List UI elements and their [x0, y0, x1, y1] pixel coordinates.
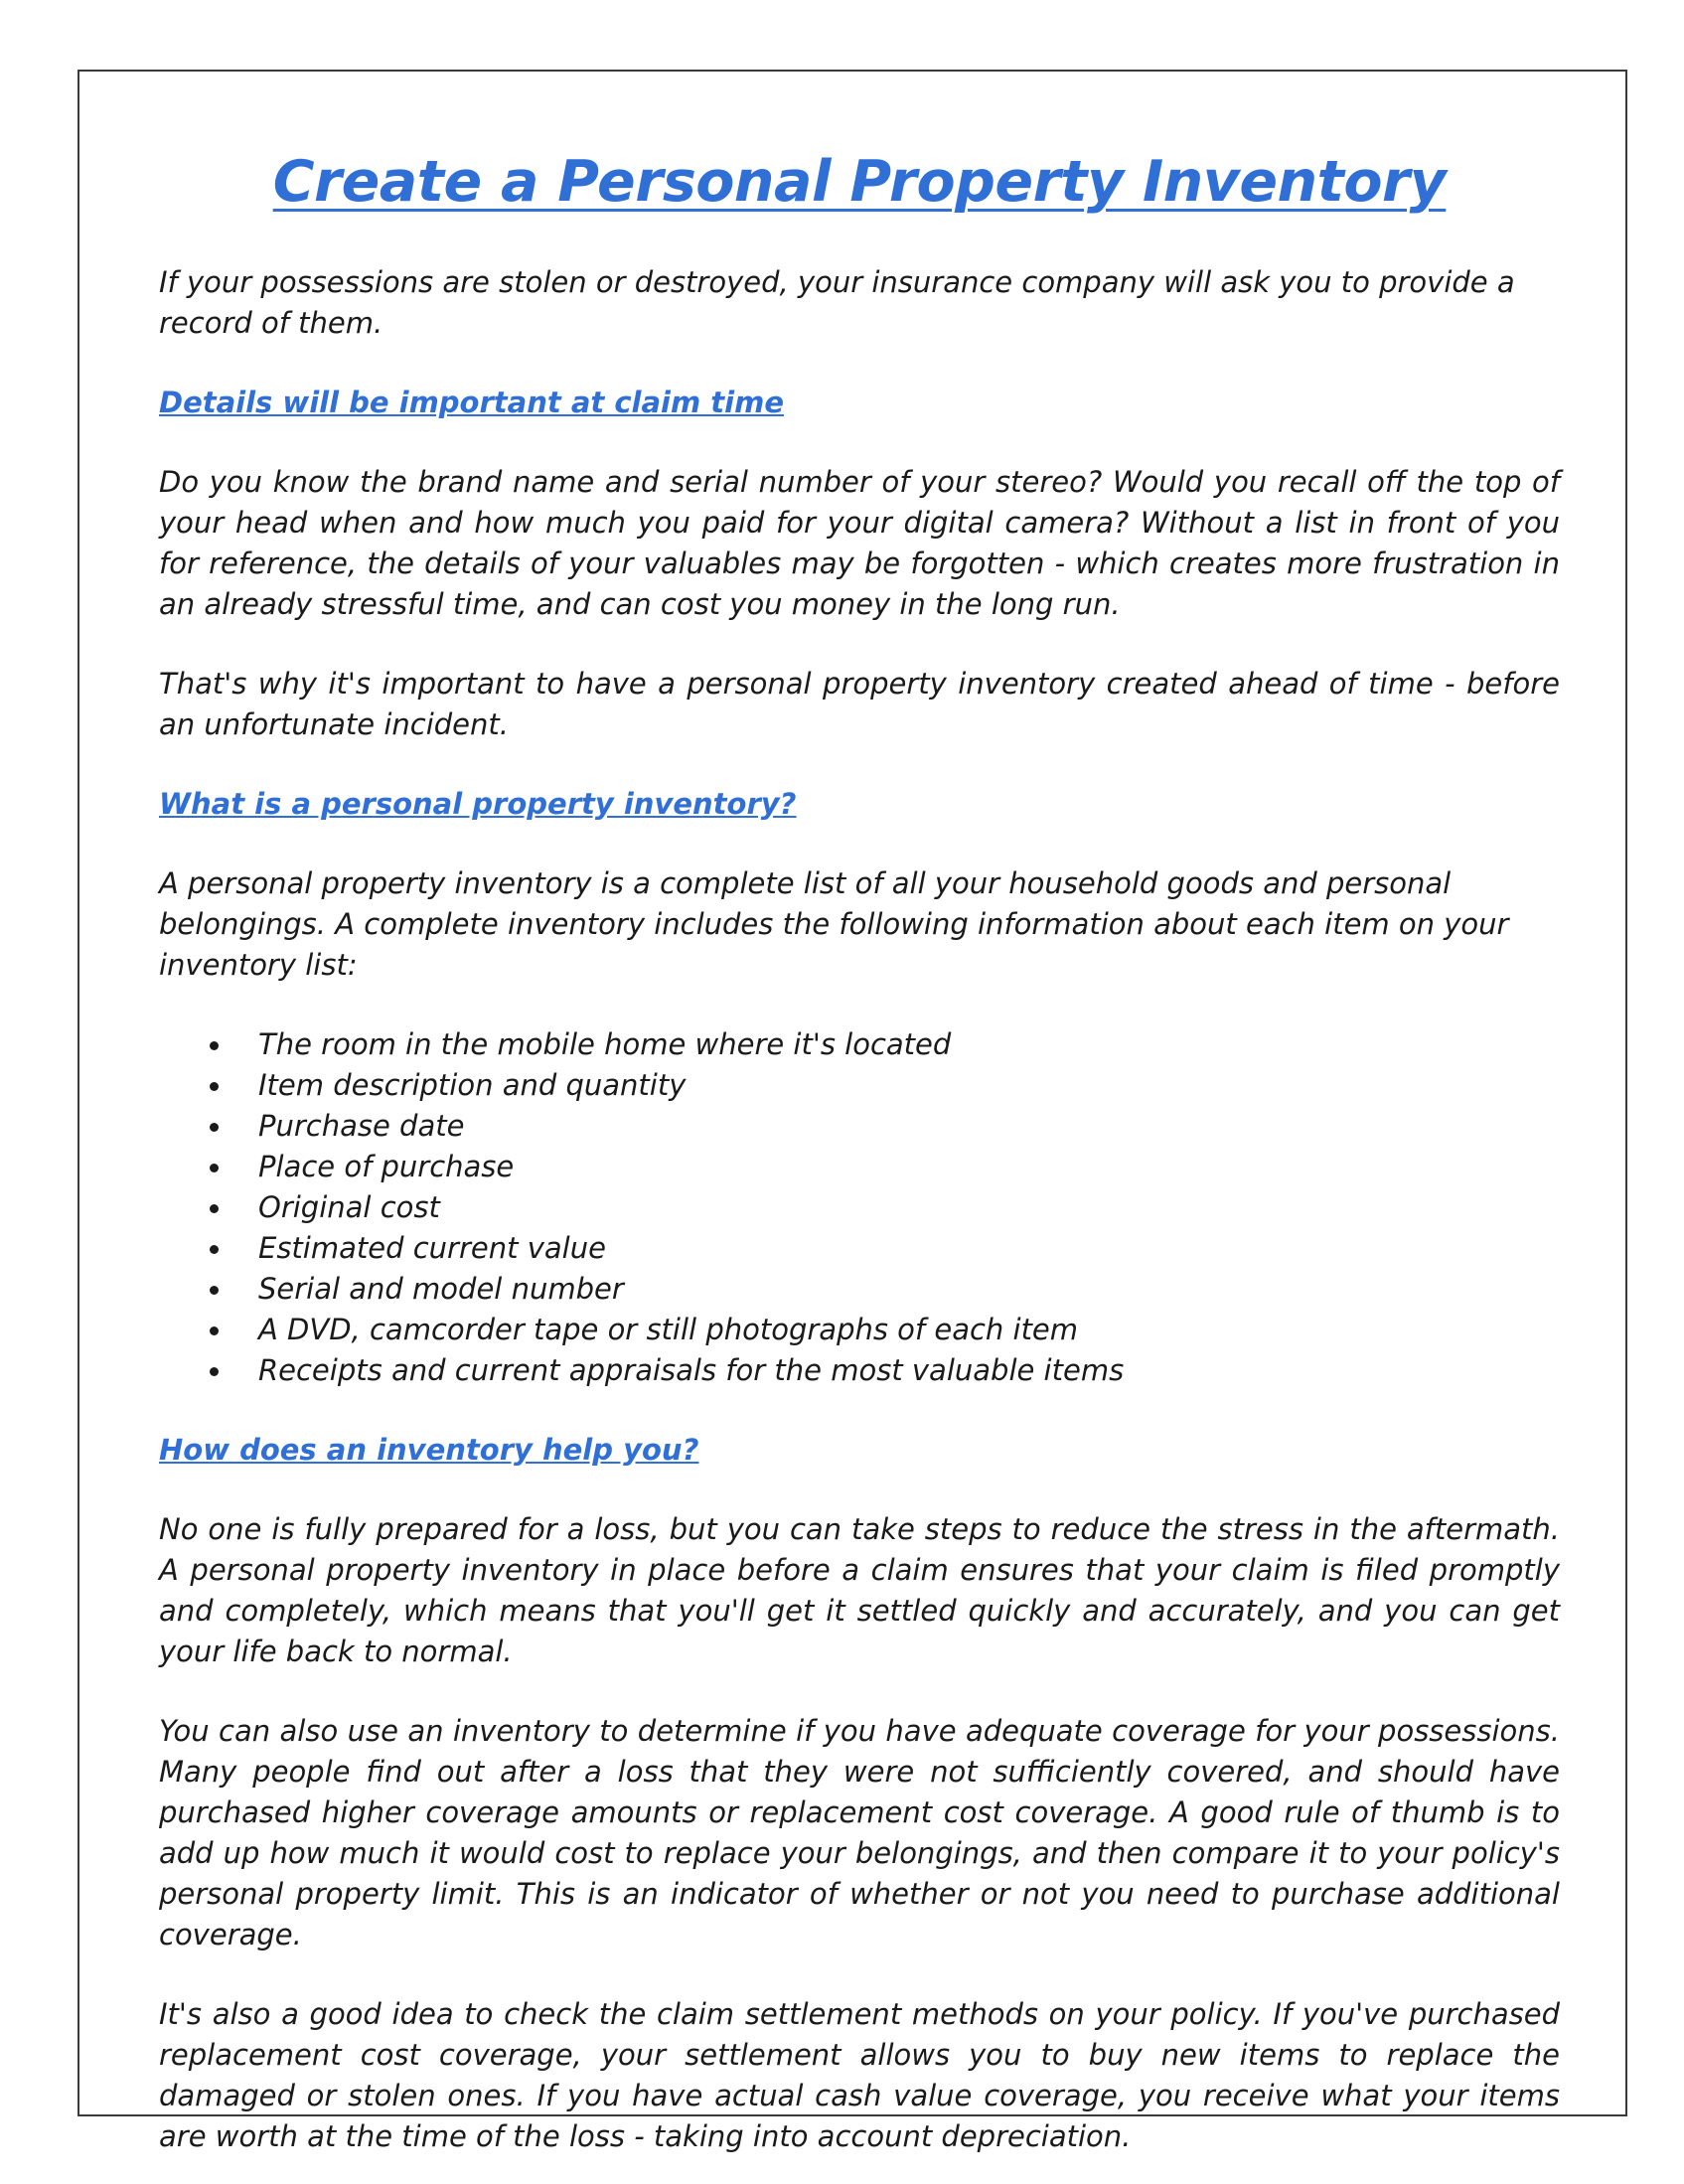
- inventory-info-list: [159, 1024, 1560, 1391]
- bullet-icon: [210, 1286, 219, 1295]
- list-item: [258, 1228, 1560, 1269]
- how-helps-paragraph-1: No one is fully prepared for a loss, but you can take steps to reduce the stress in the aftermath. A personal property inventory in place before a claim ensures that your claim is filed promptly and completely, which means that you'll get it settled quickly and accurately, and you can get your life back to normal.: [159, 1512, 1560, 1668]
- bullet-icon: [210, 1041, 219, 1050]
- list-item: [258, 1187, 1560, 1228]
- bullet-icon: [210, 1164, 219, 1172]
- list-item-text: Original cost: [258, 1190, 440, 1224]
- details-paragraph-2: That's why it's important to have a personal property inventory created ahead of time - before an unfortunate incident.: [159, 667, 1560, 741]
- page-title: Create a Personal Property Inventory: [272, 149, 1447, 215]
- bullet-icon: [210, 1204, 219, 1213]
- list-item-text: The room in the mobile home where it's located: [258, 1027, 952, 1061]
- document-body: [159, 149, 1560, 2157]
- list-item-text: Purchase date: [258, 1109, 465, 1143]
- list-item: [258, 1350, 1560, 1391]
- list-item: [258, 1065, 1560, 1106]
- list-item-text: Receipts and current appraisals for the most valuable items: [258, 1353, 1125, 1387]
- list-item-text: Estimated current value: [258, 1231, 606, 1265]
- bullet-icon: [210, 1367, 219, 1376]
- section-heading-details: Details will be important at claim time: [159, 386, 784, 419]
- list-item-text: Place of purchase: [258, 1150, 515, 1183]
- section-heading-how-helps: How does an inventory help you?: [159, 1433, 699, 1467]
- details-paragraph-1: Do you know the brand name and serial number of your stereo? Would you recall off the top of your head when and how much you paid for your digital camera? Without a list in front of you for reference, the details of your valuables may be forgotten - which creates more frustration in an already stressful time, and can cost you money in the long run.: [159, 465, 1560, 621]
- how-helps-paragraph-3: It's also a good idea to check the claim settlement methods on your policy. If you've purchased replacement cost coverage, your settlement allows you to buy new items to replace the damaged or stolen ones. If you have actual cash value coverage, you receive what your items are worth at the time of the loss - taking into account depreciation.: [159, 1997, 1560, 2153]
- bullet-icon: [210, 1082, 219, 1091]
- list-item: [258, 1024, 1560, 1065]
- list-item-text: Serial and model number: [258, 1272, 624, 1306]
- how-helps-paragraph-2: You can also use an inventory to determine if you have adequate coverage for your possessions. Many people find out after a loss that they were not sufficiently covered, and should have purchased higher coverage amounts or replacement cost coverage. A good rule of thumb is to add up how much it would cost to replace your belongings, and then compare it to your policy's personal property limit. This is an indicator of whether or not you need to purchase additional coverage.: [159, 1714, 1560, 1951]
- list-item-text: A DVD, camcorder tape or still photographs of each item: [258, 1313, 1079, 1346]
- bullet-icon: [210, 1326, 219, 1335]
- what-is-paragraph: A personal property inventory is a complete list of all your household goods and personal belongings. A complete inventory includes the following information about each item on your inventory list:: [159, 866, 1509, 982]
- list-item: [258, 1147, 1560, 1187]
- bullet-icon: [210, 1245, 219, 1254]
- section-heading-what-is: What is a personal property inventory?: [159, 787, 797, 821]
- list-item-text: Item description and quantity: [258, 1068, 687, 1102]
- bullet-icon: [210, 1123, 219, 1132]
- list-item: [258, 1269, 1560, 1310]
- intro-paragraph: If your possessions are stolen or destroyed, your insurance company will ask you to provide a record of them.: [159, 265, 1515, 340]
- list-item: [258, 1310, 1560, 1350]
- list-item: [258, 1106, 1560, 1147]
